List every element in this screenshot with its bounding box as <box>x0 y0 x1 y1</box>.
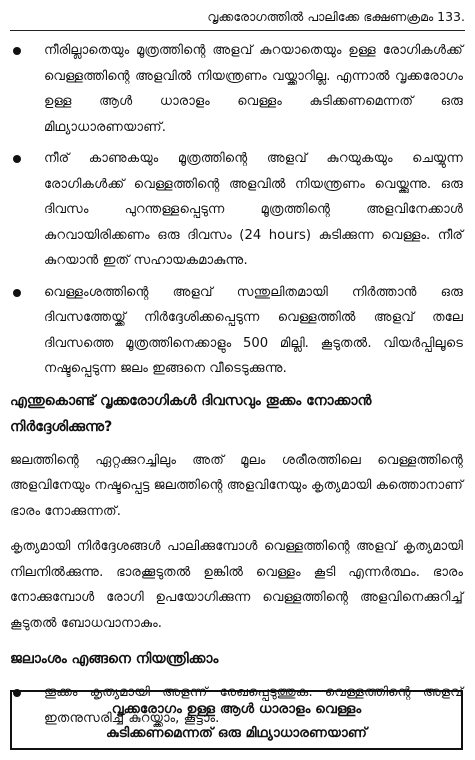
bullet-text: വെള്ളംശത്തിന്റെ അളവ് സന്തുലിതമായി നിർത്താൻ ഒരു ദിവസത്തേയ്ക്ക് നിർദ്ദേശിക്കപ്പെടുന്ന വെള്ളത്തിൽ അളവ് തലേ ദിവസത്തെ മൂത്രത്തിനെക്കാളും 500 മില്ലി. കൂടുതൽ. വിയർപ്പിലൂടെ നഷ്ടപ്പെടുന്ന ജലം ഇങ്ങനെ വീടെടുക്കുന്നു. <box>44 284 463 376</box>
page-content <box>10 38 463 737</box>
bullet-item <box>10 146 463 274</box>
section-heading-weight: എന്തുകൊണ്ട് വൃക്കരോഗികൾ ദിവസവും തൂക്കം നോക്കാൻ നിർദ്ദേശിക്കുന്നു? <box>10 392 372 435</box>
bullet-text: തൂക്കം കൃത്യമായി അളന്ന് രേഖപ്പെടുത്തുക. വെള്ളത്തിന്റെ അളവ് ഇതനുസരിച്ച് കുറയ്ക്കാം, കൂട്ടാം. <box>44 685 463 726</box>
running-header <box>10 6 465 31</box>
paragraph: ജലത്തിന്റെ ഏറ്റക്കുറച്ചിലും അത് മൂലം ശരീരത്തിലെ വെള്ളത്തിന്റെ അളവിനേയും നഷ്ടപ്പെട്ട ജലത്തിന്റെ അളവിനേയും കൃത്യമായി കത്തൊനാണ് ഭാരം നോക്കുന്നത്. <box>10 452 463 519</box>
bullet-item <box>10 280 463 382</box>
bullet-icon <box>13 155 21 163</box>
section-heading-fluid-control: ജലാംശം എങ്ങനെ നിയന്ത്രിക്കാം <box>10 651 219 667</box>
running-title: വൃക്കരോഗത്തിൽ പാലിക്കേ ഭക്ഷണക്രമം 133. <box>207 9 465 24</box>
callout-box <box>10 690 463 750</box>
bullet-item <box>10 38 463 140</box>
bullet-icon <box>13 289 21 297</box>
paragraph: കൃത്യമായി നിർദ്ദേശങ്ങൾ പാലിക്കുമ്പോൾ വെള്ളത്തിന്റെ അളവ് കൃത്യമായി നിലനിൽക്കുന്നു. ഭാരക്കൂടുതൽ ഉങ്കിൽ വെള്ളം കൂടി എന്നർത്ഥം. ഭാരം നോക്കുമ്പോൾ രോഗി ഉപയോഗിക്കുന്ന വെള്ളത്തിന്റെ അളവിനെക്കുറിച്ച് കൂടുതൽ ബോധവാനാകും. <box>10 539 463 631</box>
bullet-text: നീരില്ലാതെയും മൂത്രത്തിന്റെ അളവ് കുറയാതെയും ഉള്ള രോഗികൾക്ക് വെള്ളത്തിന്റെ അളവിൽ നിയന്ത്രണം വയ്ക്കാറില്ല. എന്നാൽ വൃക്കരോഗം ഉള്ള ആൾ ധാരാളം വെള്ളം കുടിക്കണമെന്നത് ഒരു മിഥ്യാധാരണയാണ്. <box>44 43 463 135</box>
callout-line: കുടിക്കണമെന്നത് ഒരു മിഥ്യാധാരണയാണ് <box>106 725 367 741</box>
bullet-text: നീര് കാണുകയും മൂത്രത്തിന്റെ അളവ് കുറയുകയും ചെയ്യുന്ന രോഗികൾക്ക് വെള്ളത്തിന്റെ അളവിൽ നിയന്ത്രണം വെയ്ക്കുന്നു. ഒരു ദിവസം പുറന്തള്ളപ്പെടുന്ന മൂത്രത്തിന്റെ അളവിനേക്കാൾ കുറവായിരിക്കണം ഒരു ദിവസം (24 hours) കുടിക്കുന്ന വെള്ളം. നീര് കുറയാൻ ഇത് സഹായകമാകുന്നു. <box>44 151 463 268</box>
bullet-icon <box>13 47 21 55</box>
callout-line: വൃക്കരോഗം ഉള്ള ആൾ ധാരാളം വെള്ളം <box>111 701 362 717</box>
